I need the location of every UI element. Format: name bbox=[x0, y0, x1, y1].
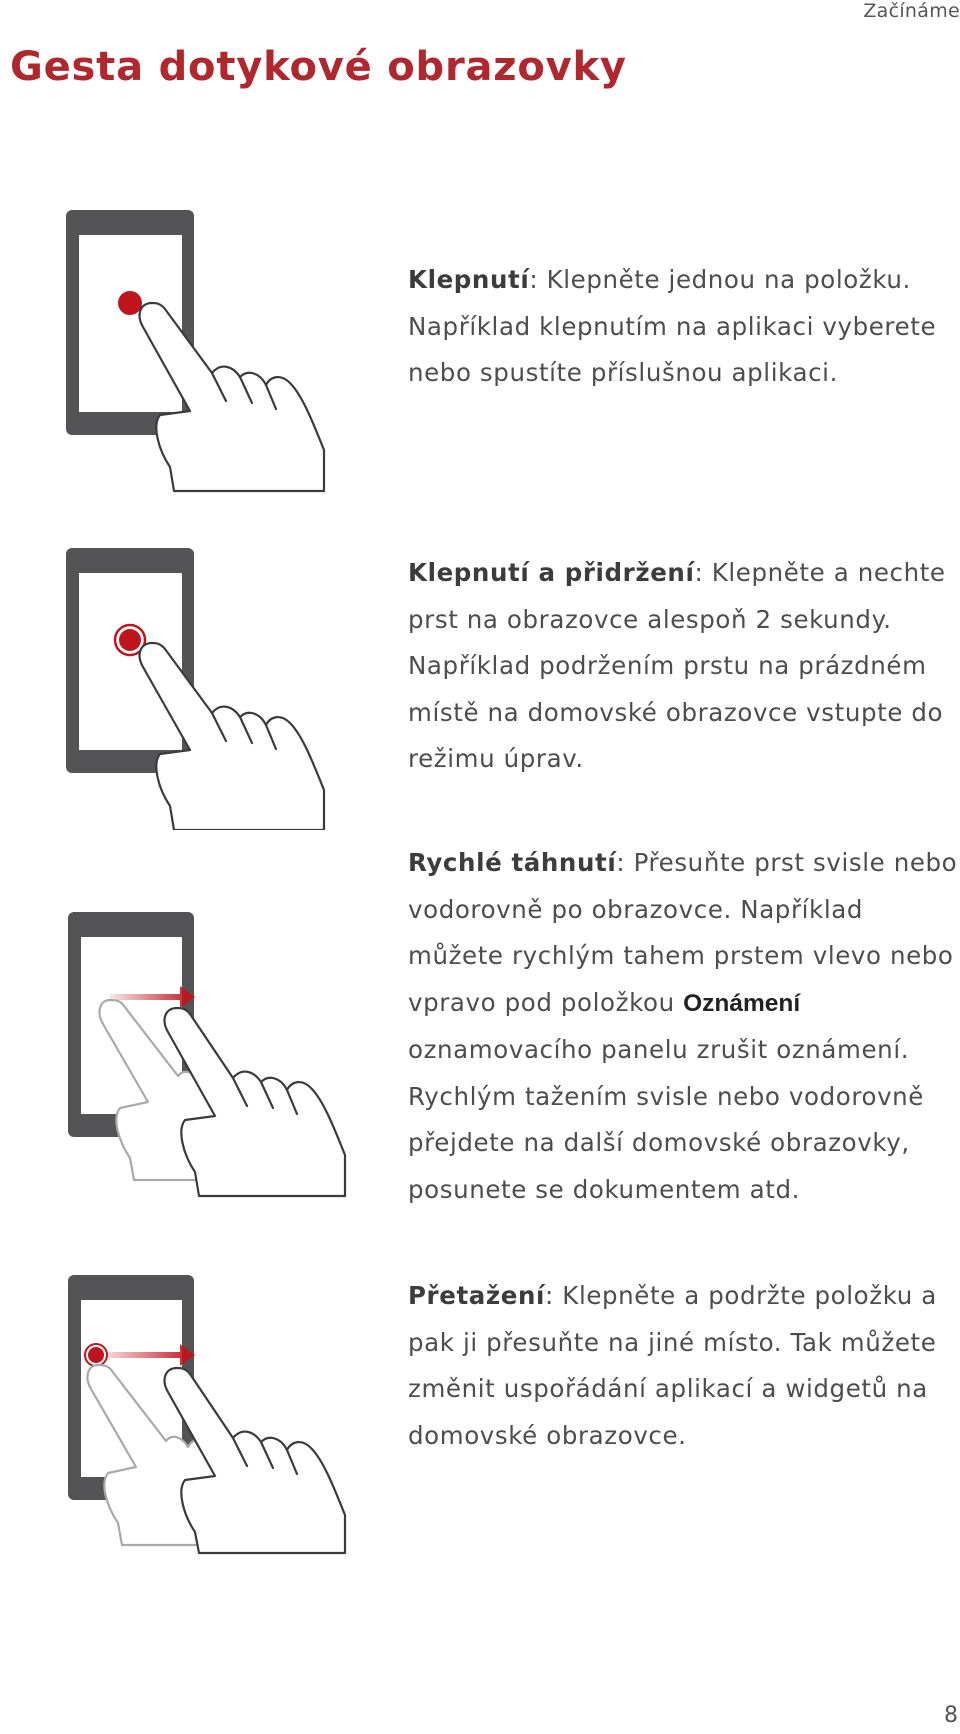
gesture-swipe bbox=[0, 840, 960, 1220]
gesture-tap-and-hold-term: Klepnutí a přidržení bbox=[408, 558, 695, 587]
drag-gesture-icon bbox=[40, 1255, 360, 1555]
gesture-tap-text: : Klepněte jednou na položku. Například klepnutím na aplikaci vyberete nebo spustíte příslušnou aplikaci. bbox=[408, 265, 937, 387]
gesture-drag bbox=[0, 1255, 960, 1555]
gesture-drag-text: : Klepněte a podržte položku a pak ji přesuňte na jiné místo. Tak můžete změnit uspořádání aplikací a widgetů na domovské obrazovce. bbox=[408, 1281, 937, 1450]
gesture-swipe-description bbox=[408, 840, 958, 1213]
tap-gesture-icon bbox=[40, 205, 340, 495]
tap-and-hold-gesture-icon bbox=[40, 540, 340, 830]
gesture-swipe-text-after: oznamovacího panelu zrušit oznámení. Rychlým tažením svisle nebo vodorovně přejdete na další domovské obrazovky, posunete se dokumentem atd. bbox=[408, 1035, 924, 1204]
section-header: Začínáme bbox=[863, 0, 960, 22]
gesture-swipe-term: Rychlé táhnutí bbox=[408, 848, 617, 877]
gesture-tap-description bbox=[408, 257, 958, 397]
page-title: Gesta dotykové obrazovky bbox=[10, 44, 627, 90]
gesture-tap-term: Klepnutí bbox=[408, 265, 530, 294]
gesture-tap-and-hold-text: : Klepněte a nechte prst na obrazovce alespoň 2 sekundy. Například podržením prstu na prázdném místě na domovské obrazovce vstupte do režimu úprav. bbox=[408, 558, 946, 773]
gesture-drag-term: Přetažení bbox=[408, 1281, 546, 1310]
gesture-tap-and-hold bbox=[0, 540, 960, 840]
page-number: 8 bbox=[944, 1703, 958, 1728]
gesture-tap-and-hold-description bbox=[408, 550, 958, 783]
notifications-keyword: Oznámení bbox=[683, 989, 801, 1017]
gesture-tap bbox=[0, 205, 960, 495]
swipe-gesture-icon bbox=[40, 840, 360, 1220]
gesture-swipe-text-before: : Přesuňte prst svisle nebo vodorovně po obrazovce. Například můžete rychlým tahem prstem vlevo nebo vpravo pod položkou bbox=[408, 848, 958, 1017]
gesture-drag-description bbox=[408, 1273, 958, 1459]
